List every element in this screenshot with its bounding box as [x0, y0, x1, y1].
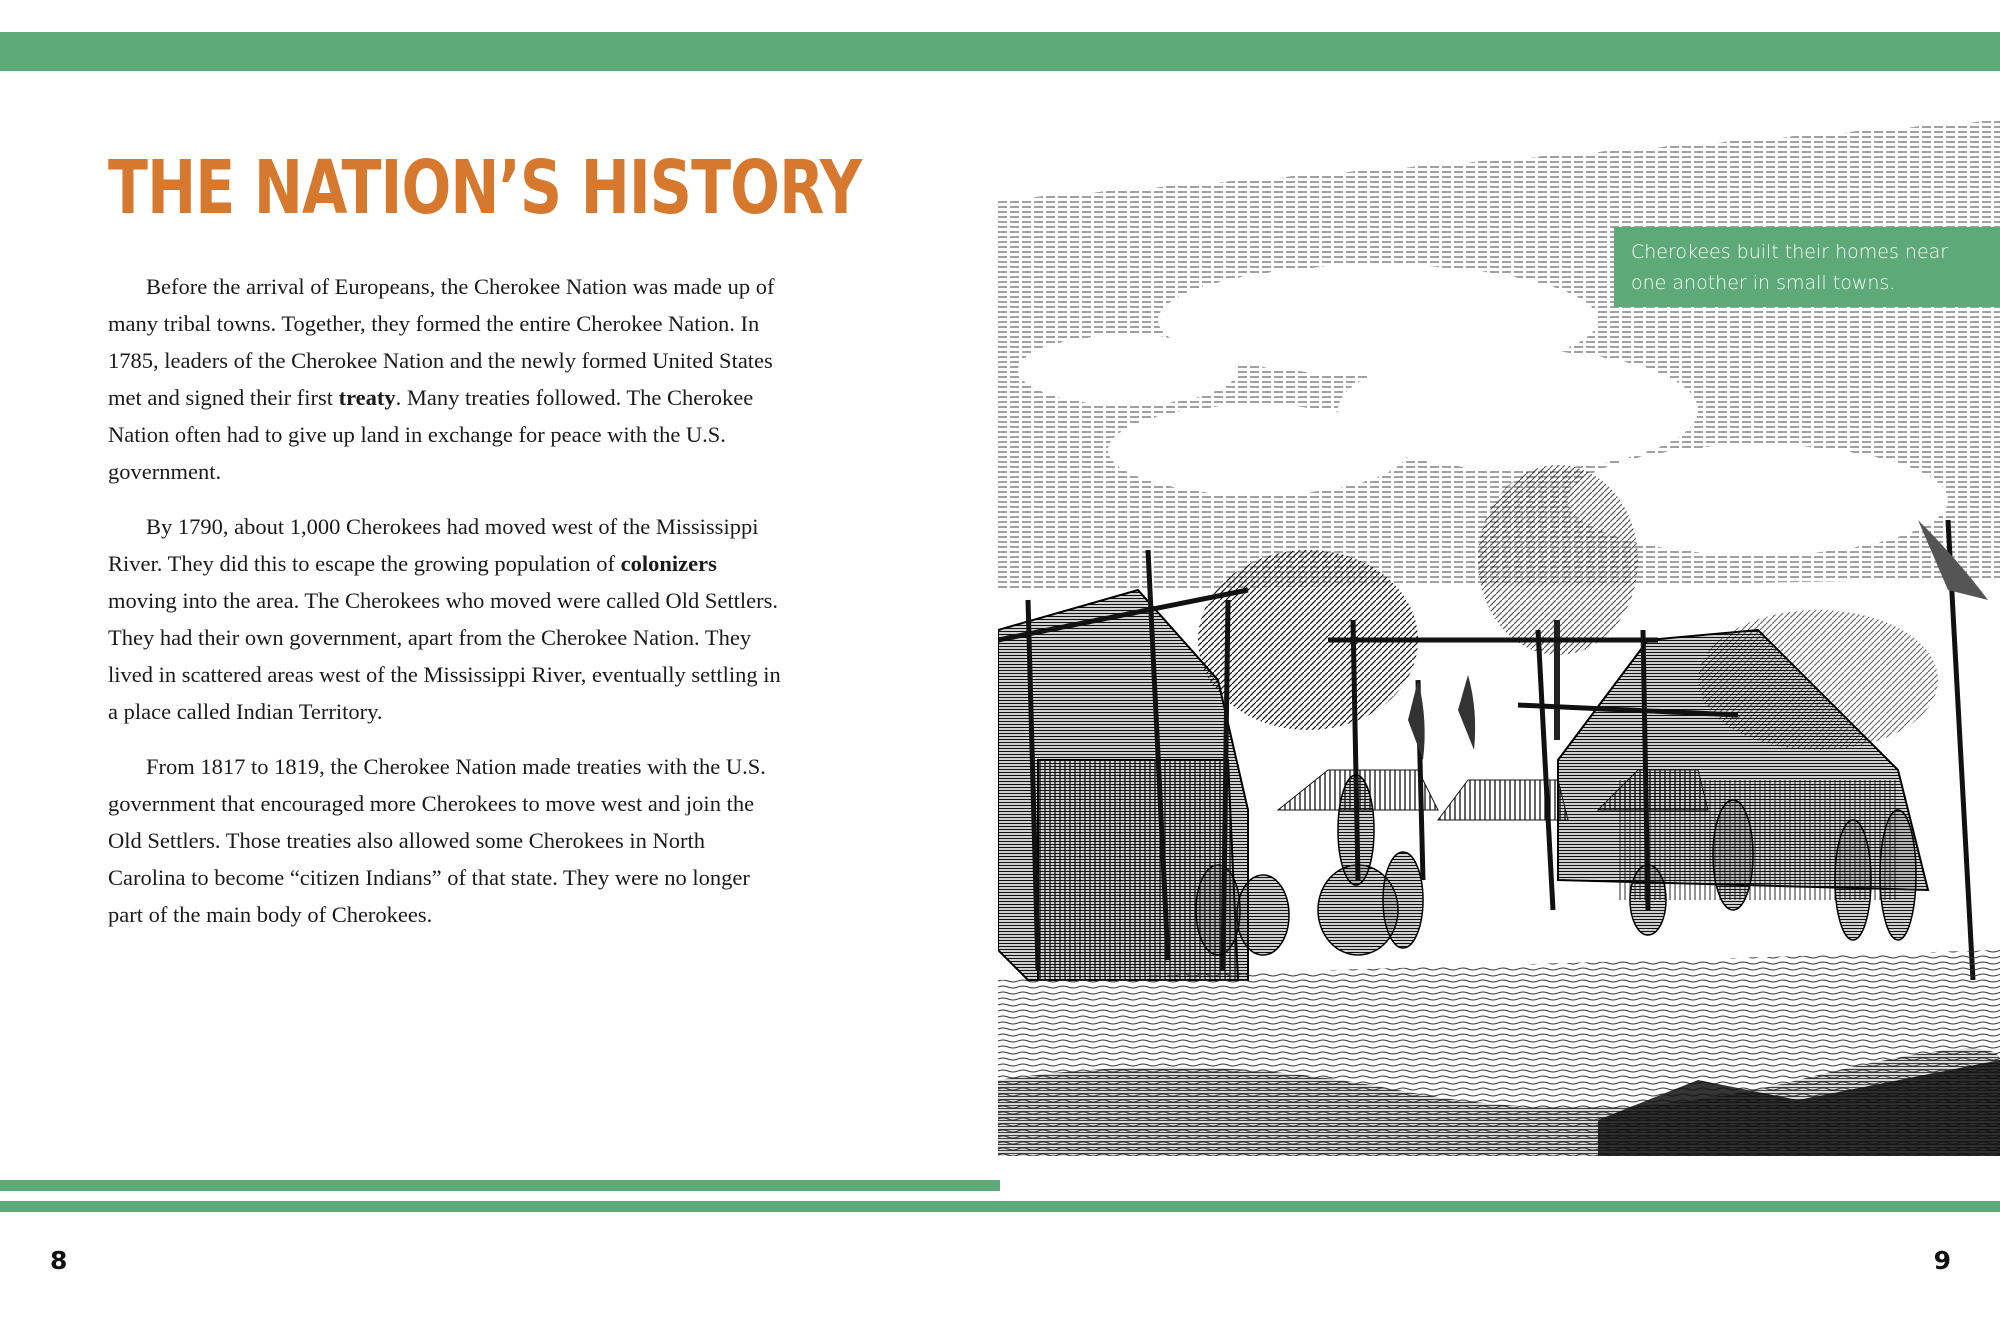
paragraph-2: [108, 508, 788, 730]
bottom-decorative-band-left: [0, 1180, 1000, 1191]
top-decorative-band: [0, 32, 2000, 71]
text-run: Before the arrival of Europeans, the Cherokee Nation was made up of many tribal towns. Together, they formed the entire Cherokee Nation. In 1785, leaders of the Cherokee Nation and the newly formed United States met and signed their first: [108, 274, 775, 410]
text-run: . Many treaties followed. The Cherokee Nation often had to give up land in exchange for peace with the U.S. government.: [108, 385, 754, 484]
page-title: THE NATION’S HISTORY: [108, 145, 862, 231]
image-caption: Cherokees built their homes near one another in small towns.: [1614, 227, 2000, 307]
text-run: By 1790, about 1,000 Cherokees had moved west of the Mississippi River. They did this to escape the growing population of: [108, 514, 759, 576]
page-number-right: 9: [1933, 1246, 1951, 1275]
bottom-decorative-band: [0, 1201, 2000, 1212]
text-run: From 1817 to 1819, the Cherokee Nation made treaties with the U.S. government that encouraged more Cherokees to move west and join the Old Settlers. Those treaties also allowed some Cherokees in North Carolina to become “citizen Indians” of that state. They were no longer part of the main body of Cherokees.: [108, 754, 766, 927]
body-text: [108, 268, 788, 951]
glossary-term: colonizers: [620, 551, 717, 576]
text-run: moving into the area. The Cherokees who moved were called Old Settlers. They had their own government, apart from the Cherokee Nation. They lived in scattered areas west of the Mississippi River, eventually settling in a place called Indian Territory.: [108, 588, 781, 724]
page-number-left: 8: [50, 1246, 68, 1275]
paragraph-1: [108, 268, 788, 490]
paragraph-3: [108, 748, 788, 933]
glossary-term: treaty: [338, 385, 396, 410]
